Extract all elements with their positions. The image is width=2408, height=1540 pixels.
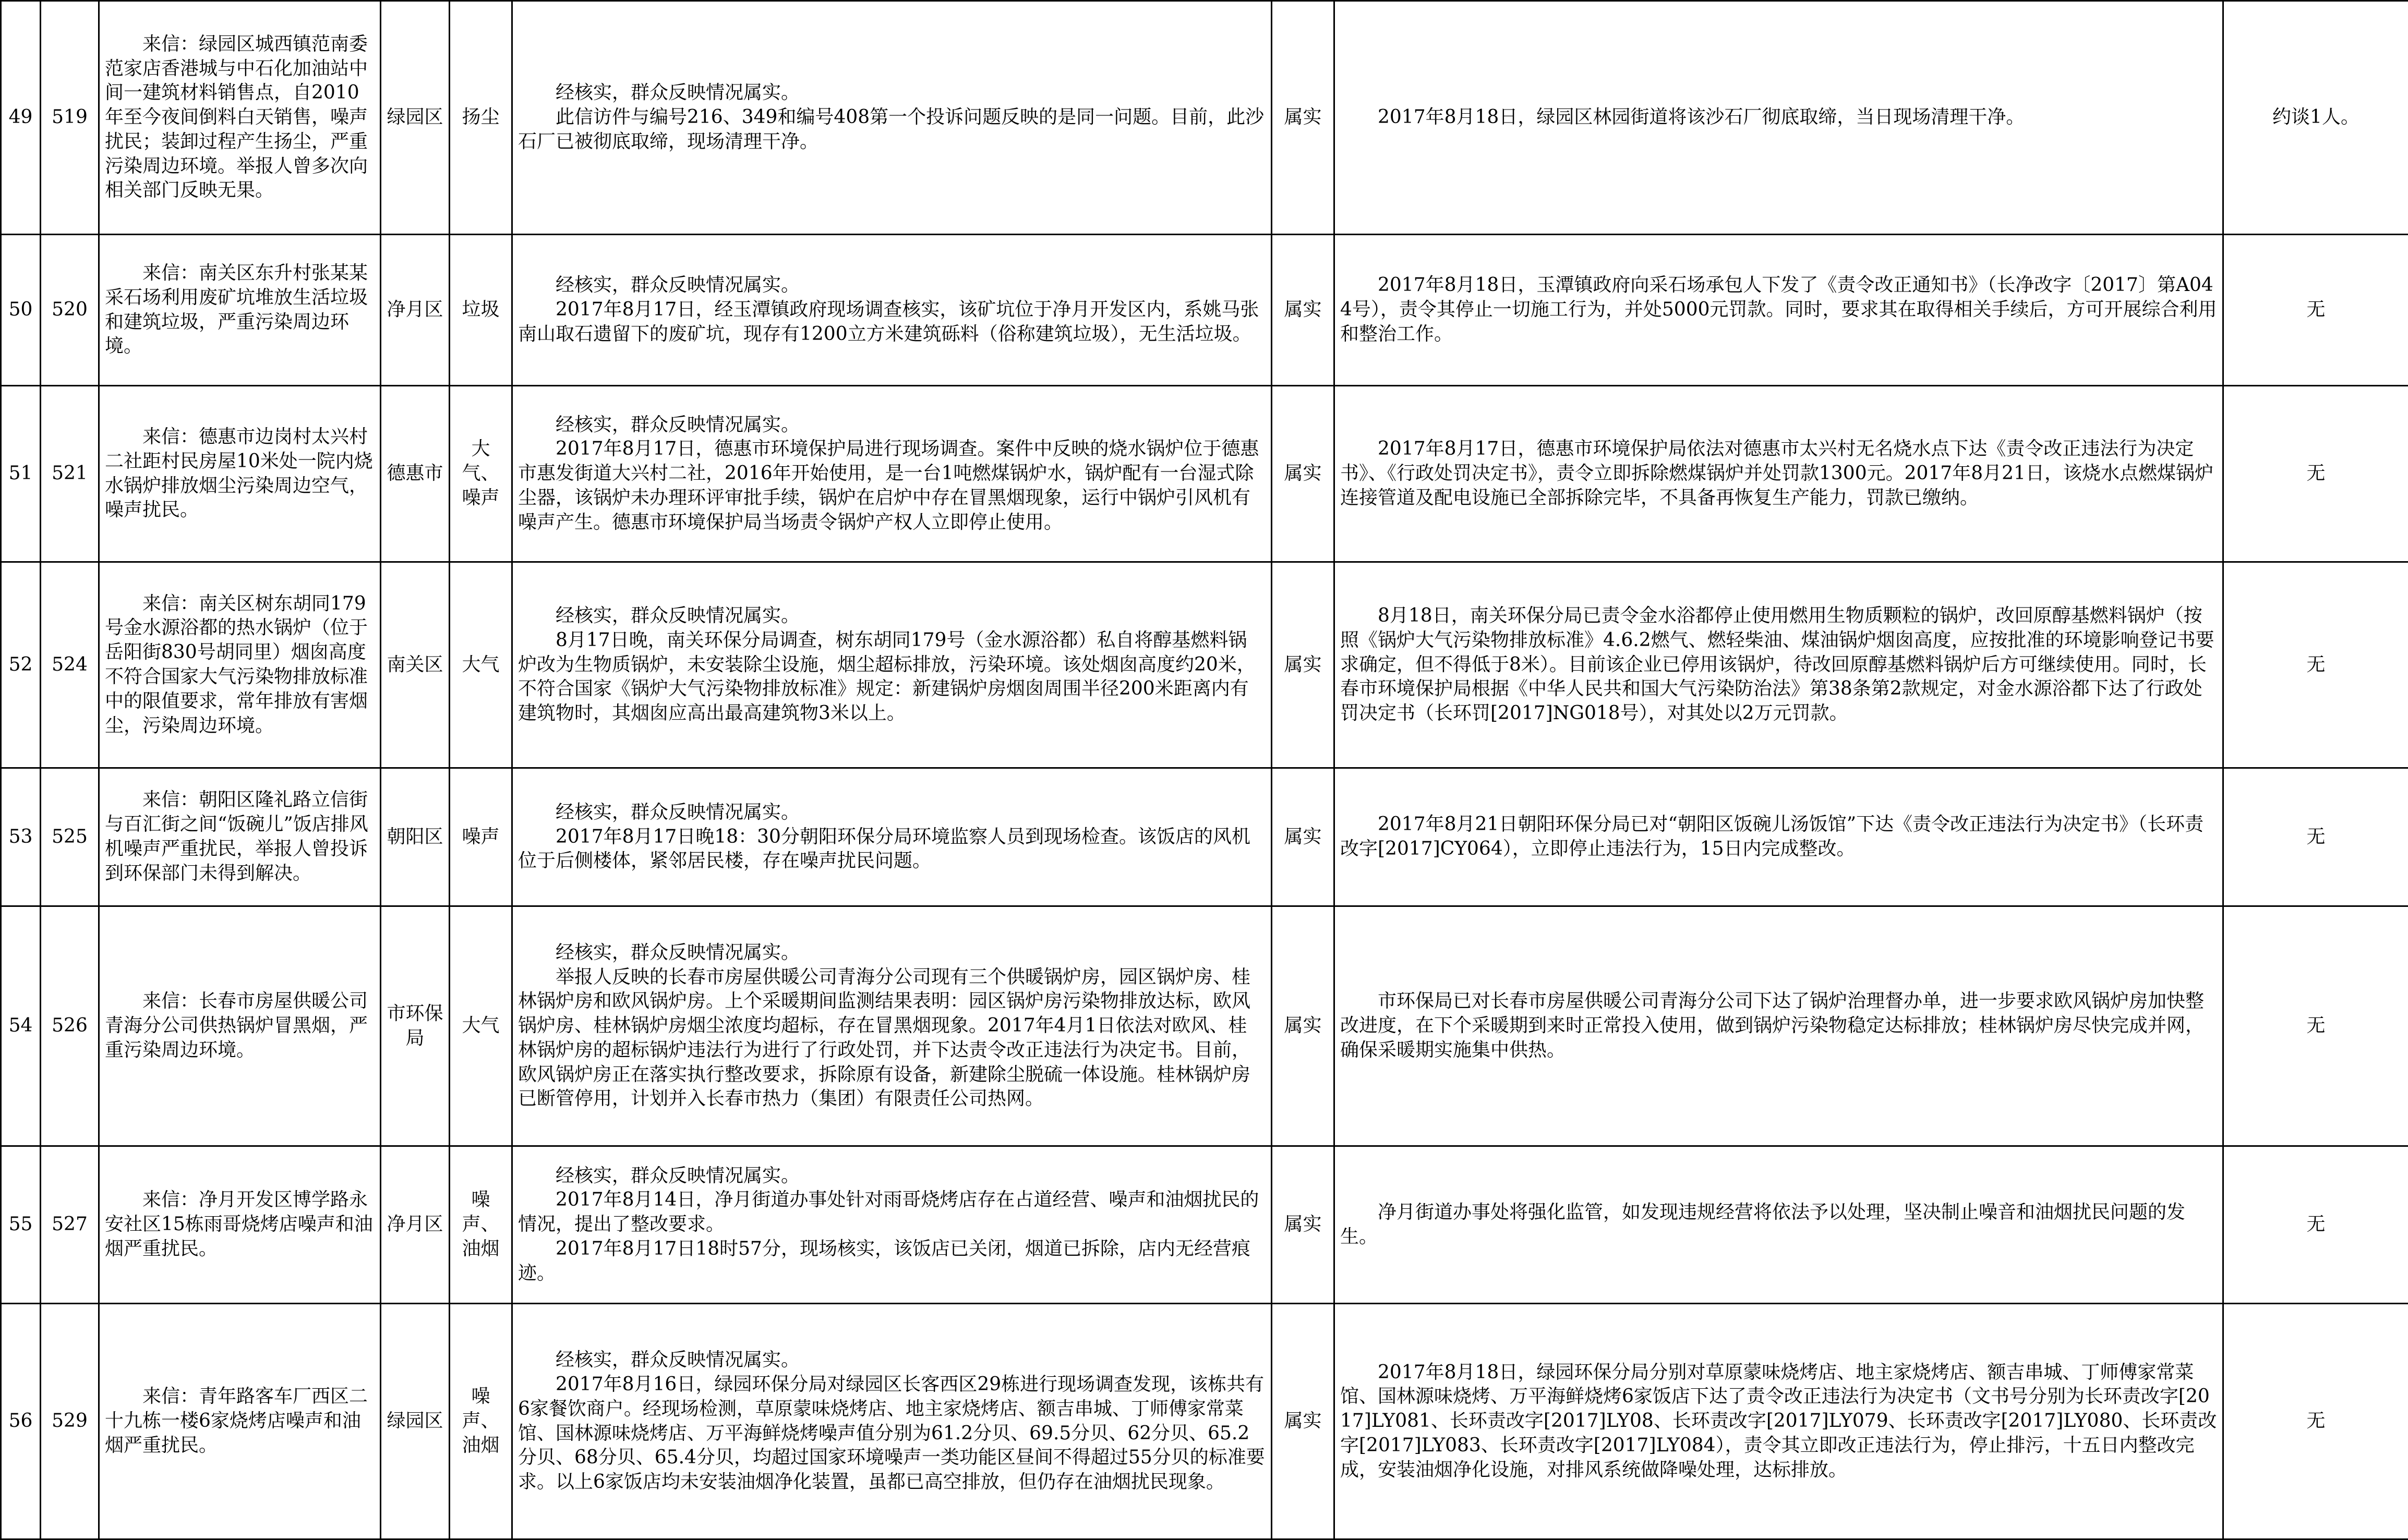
district-cell: 市环保局 bbox=[381, 906, 450, 1146]
verification-cell bbox=[512, 562, 1272, 768]
handling-result-cell bbox=[1334, 235, 2223, 386]
complaint-letter-cell bbox=[99, 906, 381, 1146]
complaint-letter-text: 来信：长春市房屋供暖公司青海分公司供热锅炉冒黑烟，严重污染周边环境。 bbox=[105, 989, 375, 1062]
handling-result-cell-paragraph: 2017年8月21日朝阳环保分局已对“朝阳区饭碗儿汤饭馆”下达《责令改正违法行为决定书》（长环责改字[2017]CY064），立即停止违法行为，15日内完成整改。 bbox=[1340, 813, 2217, 862]
district-cell: 德惠市 bbox=[381, 386, 450, 562]
verification-cell-paragraph: 经核实，群众反映情况属实。 bbox=[518, 604, 1266, 628]
verdict-cell: 属实 bbox=[1272, 1, 1334, 235]
accountability-cell: 无 bbox=[2223, 1146, 2408, 1304]
verdict-cell: 属实 bbox=[1272, 235, 1334, 386]
row-number-cell: 56 bbox=[1, 1304, 41, 1539]
verification-cell-paragraph: 经核实，群众反映情况属实。 bbox=[518, 273, 1266, 298]
accountability-cell: 无 bbox=[2223, 1304, 2408, 1539]
verification-cell-paragraph: 2017年8月16日，绿园环保分局对绿园区长客西区29栋进行现场调查发现，该栋共有6家餐饮商户。经现场检测，草原蒙味烧烤店、地主家烧烤店、额吉串城、丁师傅家常菜馆、国林源味烧烤店、万平海鲜烧烤噪声值分别为61.2分贝、69.5分贝、62分贝、65.2分贝、68分贝、65.4分贝，均超过国家环境噪声一类功能区昼间不得超过55分贝的标准要求。以上6家饭店均未安装油烟净化装置，虽都已高空排放，但仍存在油烟扰民现象。 bbox=[518, 1373, 1266, 1495]
table-row bbox=[1, 386, 2408, 562]
district-cell: 净月区 bbox=[381, 1146, 450, 1304]
case-id-cell: 525 bbox=[41, 768, 99, 906]
verification-cell bbox=[512, 768, 1272, 906]
verification-cell-paragraph: 2017年8月17日18时57分，现场核实，该饭店已关闭，烟道已拆除，店内无经营痕迹。 bbox=[518, 1237, 1266, 1286]
complaint-letter-text: 来信：净月开发区博学路永安社区15栋雨哥烧烤店噪声和油烟严重扰民。 bbox=[105, 1188, 375, 1261]
complaint-letter-cell bbox=[99, 235, 381, 386]
verification-cell-paragraph: 经核实，群众反映情况属实。 bbox=[518, 1164, 1266, 1189]
verification-cell-paragraph: 2017年8月14日，净月街道办事处针对雨哥烧烤店存在占道经营、噪声和油烟扰民的情况，提出了整改要求。 bbox=[518, 1188, 1266, 1237]
handling-result-cell bbox=[1334, 386, 2223, 562]
accountability-cell: 无 bbox=[2223, 562, 2408, 768]
case-id-cell: 519 bbox=[41, 1, 99, 235]
verdict-cell: 属实 bbox=[1272, 1304, 1334, 1539]
case-id-cell: 524 bbox=[41, 562, 99, 768]
verdict-cell: 属实 bbox=[1272, 562, 1334, 768]
pollution-type-cell: 噪声 bbox=[450, 768, 512, 906]
district-cell: 朝阳区 bbox=[381, 768, 450, 906]
complaint-letter-cell bbox=[99, 1, 381, 235]
row-number-cell: 49 bbox=[1, 1, 41, 235]
verification-cell bbox=[512, 235, 1272, 386]
table-body bbox=[1, 1, 2408, 1539]
complaint-letter-text: 来信：青年路客车厂西区二十九栋一楼6家烧烤店噪声和油烟严重扰民。 bbox=[105, 1385, 375, 1458]
verification-cell-paragraph: 8月17日晚，南关环保分局调查，树东胡同179号（金水源浴都）私自将醇基燃料锅炉改为生物质锅炉，未安装除尘设施，烟尘超标排放，污染环境。该处烟囱高度约20米，不符合国家《锅炉大气污染物排放标准》规定：新建锅炉房烟囱周围半径200米距离内有建筑物时，其烟囱应高出最高建筑物3米以上。 bbox=[518, 628, 1266, 726]
verification-cell bbox=[512, 906, 1272, 1146]
case-id-cell: 529 bbox=[41, 1304, 99, 1539]
verification-cell-paragraph: 此信访件与编号216、349和编号408第一个投诉问题反映的是同一问题。目前，此沙石厂已被彻底取缔，现场清理干净。 bbox=[518, 105, 1266, 154]
handling-result-cell-paragraph: 8月18日，南关环保分局已责令金水浴都停止使用燃用生物质颗粒的锅炉，改回原醇基燃料锅炉（按照《锅炉大气污染物排放标准》4.6.2燃气、燃轻柴油、煤油锅炉烟囱高度，应按批准的环境影响登记书要求确定，但不得低于8米）。目前该企业已停用该锅炉，待改回原醇基燃料锅炉后方可继续使用。同时，长春市环境保护局根据《中华人民共和国大气污染防治法》第38条第2款规定，对金水源浴都下达了行政处罚决定书（长环罚[2017]NG018号），对其处以2万元罚款。 bbox=[1340, 604, 2217, 726]
row-number-cell: 54 bbox=[1, 906, 41, 1146]
table-row bbox=[1, 562, 2408, 768]
table-row bbox=[1, 768, 2408, 906]
district-cell: 绿园区 bbox=[381, 1304, 450, 1539]
verification-cell-paragraph: 举报人反映的长春市房屋供暖公司青海分公司现有三个供暖锅炉房，园区锅炉房、桂林锅炉房和欧风锅炉房。上个采暖期间监测结果表明：园区锅炉房污染物排放达标，欧风锅炉房、桂林锅炉房烟尘浓度均超标，存在冒黑烟现象。2017年4月1日依法对欧风、桂林锅炉房的超标锅炉违法行为进行了行政处罚，并下达责令改正违法行为决定书。目前，欧风锅炉房正在落实执行整改要求，拆除原有设备，新建除尘脱硫一体设施。桂林锅炉房已断管停用，计划并入长春市热力（集团）有限责任公司热网。 bbox=[518, 965, 1266, 1112]
district-cell: 净月区 bbox=[381, 235, 450, 386]
handling-result-cell bbox=[1334, 562, 2223, 768]
verdict-cell: 属实 bbox=[1272, 768, 1334, 906]
handling-result-cell-paragraph: 2017年8月17日，德惠市环境保护局依法对德惠市太兴村无名烧水点下达《责令改正违法行为决定书》、《行政处罚决定书》，责令立即拆除燃煤锅炉并处罚款1300元。2017年8月21日，该烧水点燃煤锅炉连接管道及配电设施已全部拆除完毕，不具备再恢复生产能力，罚款已缴纳。 bbox=[1340, 437, 2217, 510]
verification-cell-paragraph: 2017年8月17日，德惠市环境保护局进行现场调查。案件中反映的烧水锅炉位于德惠市惠发街道大兴村二社，2016年开始使用，是一台1吨燃煤锅炉水，锅炉配有一台湿式除尘器，该锅炉未办理环评审批手续，锅炉在启炉中存在冒黑烟现象，运行中锅炉引风机有噪声产生。德惠市环境保护局当场责令锅炉产权人立即停止使用。 bbox=[518, 437, 1266, 535]
accountability-cell: 无 bbox=[2223, 235, 2408, 386]
accountability-cell: 无 bbox=[2223, 906, 2408, 1146]
accountability-cell: 无 bbox=[2223, 386, 2408, 562]
complaint-letter-cell bbox=[99, 386, 381, 562]
handling-result-cell-paragraph: 净月街道办事处将强化监管，如发现违规经营将依法予以处理，坚决制止噪音和油烟扰民问题的发生。 bbox=[1340, 1201, 2217, 1250]
verification-cell-paragraph: 2017年8月17日，经玉潭镇政府现场调查核实，该矿坑位于净月开发区内，系姚马张南山取石遗留下的废矿坑，现存有1200立方米建筑砾料（俗称建筑垃圾），无生活垃圾。 bbox=[518, 298, 1266, 347]
case-id-cell: 527 bbox=[41, 1146, 99, 1304]
verification-cell-paragraph: 经核实，群众反映情况属实。 bbox=[518, 81, 1266, 105]
table-row bbox=[1, 1, 2408, 235]
verification-cell-paragraph: 2017年8月17日晚18：30分朝阳环保分局环境监察人员到现场检查。该饭店的风机位于后侧楼体，紧邻居民楼，存在噪声扰民问题。 bbox=[518, 825, 1266, 874]
handling-result-cell bbox=[1334, 1, 2223, 235]
complaint-letter-cell bbox=[99, 1146, 381, 1304]
pollution-type-cell: 噪声、油烟 bbox=[450, 1304, 512, 1539]
verification-cell bbox=[512, 1146, 1272, 1304]
handling-result-cell-paragraph: 2017年8月18日，绿园区林园街道将该沙石厂彻底取缔，当日现场清理干净。 bbox=[1340, 105, 2217, 130]
complaint-letter-cell bbox=[99, 562, 381, 768]
accountability-cell: 约谈1人。 bbox=[2223, 1, 2408, 235]
complaint-letter-text: 来信：朝阳区隆礼路立信街与百汇街之间“饭碗儿”饭店排风机噪声严重扰民，举报人曾投诉到环保部门未得到解决。 bbox=[105, 788, 375, 886]
row-number-cell: 53 bbox=[1, 768, 41, 906]
verification-cell bbox=[512, 1, 1272, 235]
row-number-cell: 51 bbox=[1, 386, 41, 562]
case-id-cell: 520 bbox=[41, 235, 99, 386]
complaint-letter-text: 来信：南关区树东胡同179号金水源浴都的热水锅炉（位于岳阳街830号胡同里）烟囱高度不符合国家大气污染物排放标准中的限值要求，常年排放有害烟尘，污染周边环境。 bbox=[105, 592, 375, 738]
verdict-cell: 属实 bbox=[1272, 906, 1334, 1146]
verification-cell bbox=[512, 1304, 1272, 1539]
complaint-letter-text: 来信：德惠市边岗村太兴村二社距村民房屋10米处一院内烧水锅炉排放烟尘污染周边空气，噪声扰民。 bbox=[105, 425, 375, 523]
handling-result-cell bbox=[1334, 1304, 2223, 1539]
verification-cell-paragraph: 经核实，群众反映情况属实。 bbox=[518, 413, 1266, 438]
pollution-type-cell: 大气、噪声 bbox=[450, 386, 512, 562]
handling-result-cell bbox=[1334, 768, 2223, 906]
case-id-cell: 521 bbox=[41, 386, 99, 562]
verification-cell-paragraph: 经核实，群众反映情况属实。 bbox=[518, 941, 1266, 965]
row-number-cell: 52 bbox=[1, 562, 41, 768]
handling-result-cell-paragraph: 2017年8月18日，玉潭镇政府向采石场承包人下发了《责令改正通知书》（长净改字〔2017〕第A044号），责令其停止一切施工行为，并处5000元罚款。同时，要求其在取得相关手续后，方可开展综合利用和整治工作。 bbox=[1340, 273, 2217, 346]
verification-cell-paragraph: 经核实，群众反映情况属实。 bbox=[518, 1348, 1266, 1373]
pollution-type-cell: 扬尘 bbox=[450, 1, 512, 235]
table-row bbox=[1, 235, 2408, 386]
complaint-letter-text: 来信：南关区东升村张某某采石场利用废矿坑堆放生活垃圾和建筑垃圾，严重污染周边环境。 bbox=[105, 261, 375, 359]
pollution-type-cell: 噪声、油烟 bbox=[450, 1146, 512, 1304]
complaint-letter-cell bbox=[99, 768, 381, 906]
row-number-cell: 50 bbox=[1, 235, 41, 386]
verification-cell bbox=[512, 386, 1272, 562]
verdict-cell: 属实 bbox=[1272, 386, 1334, 562]
row-number-cell: 55 bbox=[1, 1146, 41, 1304]
table-row bbox=[1, 1304, 2408, 1539]
handling-result-cell-paragraph: 2017年8月18日，绿园环保分局分别对草原蒙味烧烤店、地主家烧烤店、额吉串城、丁师傅家常菜馆、国林源味烧烤、万平海鲜烧烤6家饭店下达了责令改正违法行为决定书（文书号分别为长环责改字[2017]LY081、长环责改字[2017]LY08、长环责改字[2017]LY079、长环责改字[2017]LY080、长环责改字[2017]LY083、长环责改字[2017]LY084），责令其立即改正违法行为，停止排污，十五日内整改完成，安装油烟净化设施，对排风系统做降噪处理，达标排放。 bbox=[1340, 1361, 2217, 1483]
complaint-letter-cell bbox=[99, 1304, 381, 1539]
table-row bbox=[1, 1146, 2408, 1304]
verification-cell-paragraph: 经核实，群众反映情况属实。 bbox=[518, 801, 1266, 825]
district-cell: 南关区 bbox=[381, 562, 450, 768]
complaint-letter-text: 来信：绿园区城西镇范南委范家店香港城与中石化加油站中间一建筑材料销售点，自2010年至今夜间倒料白天销售，噪声扰民；装卸过程产生扬尘，严重污染周边环境。举报人曾多次向相关部门反映无果。 bbox=[105, 32, 375, 203]
table-row bbox=[1, 906, 2408, 1146]
pollution-type-cell: 大气 bbox=[450, 562, 512, 768]
handling-result-cell bbox=[1334, 906, 2223, 1146]
accountability-cell: 无 bbox=[2223, 768, 2408, 906]
handling-result-cell bbox=[1334, 1146, 2223, 1304]
case-id-cell: 526 bbox=[41, 906, 99, 1146]
pollution-type-cell: 垃圾 bbox=[450, 235, 512, 386]
district-cell: 绿园区 bbox=[381, 1, 450, 235]
handling-result-cell-paragraph: 市环保局已对长春市房屋供暖公司青海分公司下达了锅炉治理督办单，进一步要求欧风锅炉房加快整改进度，在下个采暖期到来时正常投入使用，做到锅炉污染物稳定达标排放；桂林锅炉房尽快完成并网，确保采暖期实施集中供热。 bbox=[1340, 989, 2217, 1062]
verdict-cell: 属实 bbox=[1272, 1146, 1334, 1304]
pollution-type-cell: 大气 bbox=[450, 906, 512, 1146]
